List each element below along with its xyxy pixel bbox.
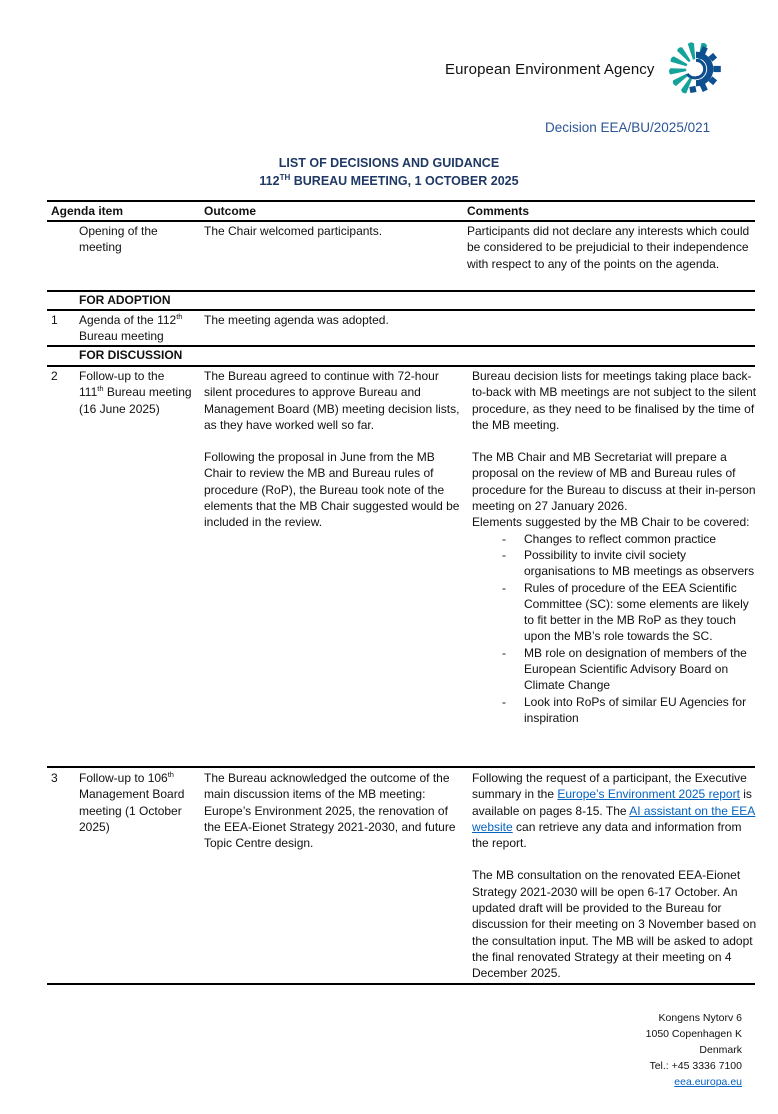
column-header-comments: Comments: [467, 204, 530, 218]
row2-comments-paragraph-1: Bureau decision lists for meetings taking place back-to-back with MB meetings are not subject to the silent procedure, as they need to be finalised by the time of the MB meeting.: [472, 369, 757, 432]
eea-logo-icon: [665, 38, 727, 100]
row2-comments-paragraph-3: Elements suggested by the MB Chair to be covered:: [472, 515, 750, 530]
agency-name: European Environment Agency: [445, 60, 655, 78]
row3-comments-paragraph-2: The MB consultation on the renovated EEA-Eionet Strategy 2021-2030 will be open 6-17 October. An updated draft will be provided to the Bureau for discussion for their meeting on 3 November based on the consultation input. The MB will be asked to adopt the final renovated Strategy at their meeting on 4 December 2025.: [472, 868, 757, 981]
title-line-2: 112TH BUREAU MEETING, 1 OCTOBER 2025: [259, 173, 519, 188]
row1-number: 1: [51, 313, 58, 327]
header-rule: [47, 220, 755, 222]
opening-comments: Participants did not declare any interests which could be considered to be prejudicial to their independence with respect to any of the points on the agenda.: [467, 224, 750, 271]
column-header-agenda-item: Agenda item: [51, 204, 124, 218]
row2-comments-paragraph-2: The MB Chair and MB Secretariat will prepare a proposal on the review of MB and Bureau rules of procedure for the Bureau to discuss at their in-person meeting on 27 January 2026.: [472, 450, 756, 514]
ai-assistant-link[interactable]: AI assistant on the EEA website: [472, 803, 756, 834]
list-item: - MB role on designation of members of the European Scientific Advisory Board on Climate Change: [502, 645, 747, 693]
list-item: - Possibility to invite civil society organisations to MB meetings as observers: [502, 547, 755, 579]
row3-comments-paragraph-1: Following the request of a participant, the Executive summary in the Europe’s Environment 2025 report is available on pages 8-15. The AI assistant on the EEA website can retrieve any data and information from the report.: [472, 771, 756, 851]
row2-elements-list: [472, 531, 757, 727]
phone-number: Tel.: +45 3336 7100: [649, 1060, 742, 1072]
address-street: Kongens Nytorv 6: [658, 1012, 742, 1024]
title-line-1: LIST OF DECISIONS AND GUIDANCE: [278, 156, 500, 170]
list-item: - Rules of procedure of the EEA Scientific Committee (SC): some elements are likely to fit better in the MB RoP as they touch upon the MB’s role towards the SC.: [502, 580, 749, 644]
europes-environment-report-link[interactable]: Europe’s Environment 2025 report: [557, 787, 740, 802]
row2-number: 2: [51, 369, 58, 383]
list-item: - Look into RoPs of similar EU Agencies for inspiration: [502, 694, 747, 725]
website-link[interactable]: eea.europa.eu: [674, 1076, 742, 1088]
footer-address: [646, 1010, 742, 1090]
row2-outcome-paragraph-1: The Bureau agreed to continue with 72-hour silent procedures to approve Bureau and Management Board (MB) meeting decision lists, as they have worked well so far.: [204, 369, 460, 432]
address-country: Denmark: [699, 1044, 742, 1056]
row2-outcome: [204, 368, 462, 531]
row3-comments: [472, 770, 757, 982]
row2-item: Follow-up to the 111th Bureau meeting (16 June 2025): [79, 369, 192, 416]
table-bottom-rule: [47, 983, 755, 985]
column-header-outcome: Outcome: [204, 204, 257, 218]
section-for-discussion: FOR DISCUSSION: [79, 348, 183, 362]
opening-outcome: The Chair welcomed participants.: [204, 224, 383, 238]
row2-outcome-paragraph-2: Following the proposal in June from the MB Chair to review the MB and Bureau rules of procedure (RoP), the Bureau took note of the elements that the MB Chair suggested would be included in the review.: [204, 450, 460, 530]
row2-comments: [472, 368, 757, 726]
row3-outcome: The Bureau acknowledged the outcome of the main discussion items of the MB meeting: Europe’s Environment 2025, the renovation of the EEA-Eionet Strategy 2021-2030, and future Topic Centre design.: [204, 771, 456, 851]
address-city: 1050 Copenhagen K: [645, 1028, 742, 1040]
list-item: - Changes to reflect common practice: [502, 531, 717, 546]
row3-item: Follow-up to 106th Management Board meeting (1 October 2025): [79, 770, 185, 834]
row2-rule: [47, 766, 755, 768]
row1-item: Agenda of the 112th Bureau meeting: [79, 312, 183, 344]
section-for-adoption: FOR ADOPTION: [79, 293, 171, 307]
decision-reference: Decision EEA/BU/2025/021: [545, 120, 711, 135]
document-title: [0, 154, 778, 190]
discussion-rule: [47, 365, 755, 367]
agency-header: [445, 38, 727, 100]
row3-number: 3: [51, 771, 58, 785]
row1-outcome: The meeting agenda was adopted.: [204, 313, 389, 327]
opening-item: Opening of the meeting: [79, 224, 158, 255]
table-top-rule: [47, 200, 755, 202]
adoption-rule: [47, 309, 755, 311]
